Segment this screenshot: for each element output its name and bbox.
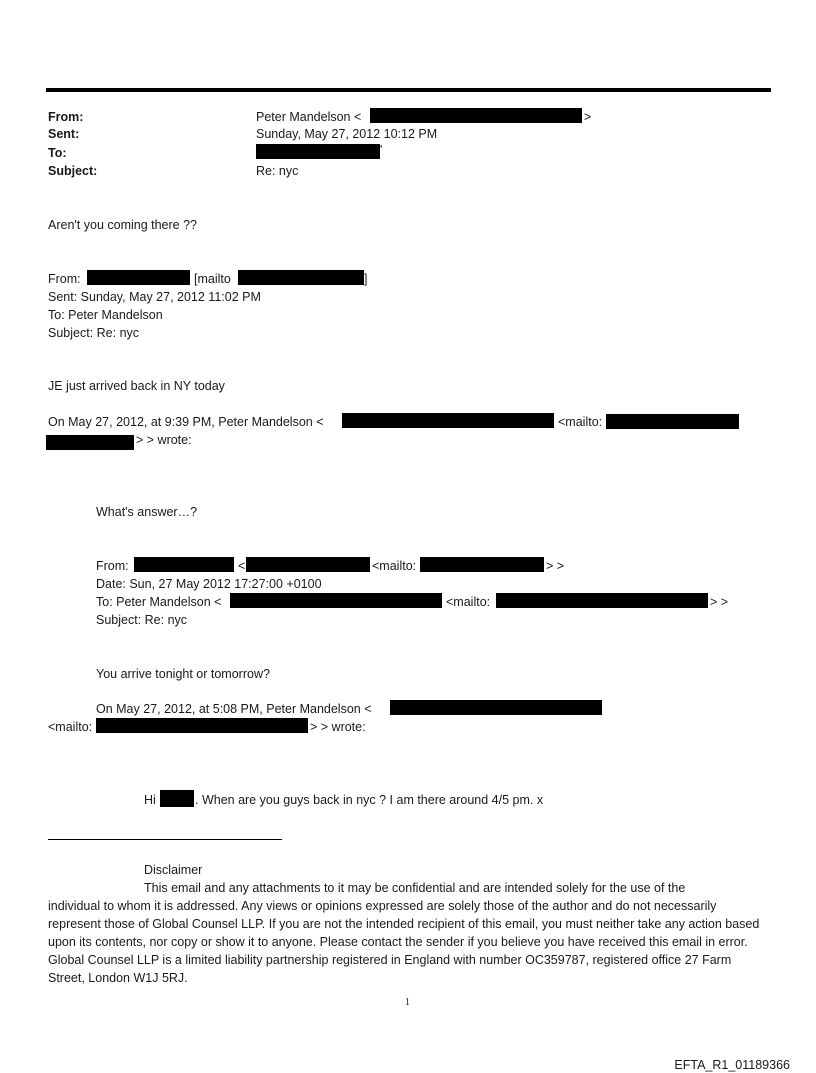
reply-attribution: On May 27, 2012, at 9:39 PM, Peter Mandelson < [48,415,324,429]
redaction [606,414,739,429]
quote-from-label: From: [48,272,81,286]
quote-subject: Subject: Re: nyc [96,613,188,627]
redaction [230,593,442,608]
sent-value: Sunday, May 27, 2012 10:12 PM [256,127,438,141]
disclaimer-body: individual to whom it is addressed. Any views or opinions expressed are solely those of the author and do not necessarily represent those of Global Counsel LLP. If you are not the intended recipient of this email, you must neither take any action based upon its contents, nor copy or show it to anyone. Please contact the sender if you believe you have received this email in error. Global Counsel LLP is a limited liability partnership registered in England with number OC359787, registered office 27 Farm Street, London W1J 5RJ. [48,899,760,985]
quote-date: Date: Sun, 27 May 2012 17:27:00 +0100 [96,577,322,591]
redaction [390,700,602,715]
body-line: JE just arrived back in NY today [48,379,225,393]
quote-to: To: Peter Mandelson [48,308,163,322]
quote-end: > > [546,559,565,573]
reply-wrote: > > wrote: [310,720,366,734]
disclaimer-title: Disclaimer [144,863,203,877]
redaction [87,270,190,285]
quote-mailto: <mailto: [372,559,417,573]
quote-mailto: [mailto [194,272,231,286]
from-label: From: [48,110,84,124]
redaction [134,557,234,572]
subject-value: Re: nyc [256,164,299,178]
signature-divider [48,839,282,840]
body-line: Aren't you coming there ?? [48,218,197,232]
body-line: What's answer…? [96,505,198,519]
quote-to-mailto: <mailto: [446,595,491,609]
quote-sent: Sent: Sunday, May 27, 2012 11:02 PM [48,290,261,304]
quote-to-end: > > [710,595,729,609]
reply-mailto: <mailto: [558,415,603,429]
to-end: ' [380,143,383,157]
to-label: To: [48,146,67,160]
header-rule [46,88,771,92]
redaction [46,435,134,450]
redaction [246,557,370,572]
quote-lt: < [238,559,246,573]
greeting: Hi [144,793,156,807]
page-number: 1 [405,997,410,1008]
redaction [370,108,582,123]
disclaimer-text [48,879,764,987]
from-end: > [584,110,592,124]
bates-number: EFTA_R1_01189366 [674,1058,790,1072]
redaction [160,790,194,807]
redaction [420,557,544,572]
sent-label: Sent: [48,127,80,141]
redaction [238,270,364,285]
body-line: You arrive tonight or tomorrow? [96,667,270,681]
reply-wrote: > > wrote: [136,433,192,447]
reply-mailto: <mailto: [48,720,93,734]
quote-subject: Subject: Re: nyc [48,326,140,340]
quote-to: To: Peter Mandelson < [96,595,222,609]
redaction [342,413,554,428]
subject-label: Subject: [48,164,98,178]
disclaimer-first-line: This email and any attachments to it may be confidential and are intended solely for the use of the [144,881,686,895]
reply-attribution: On May 27, 2012, at 5:08 PM, Peter Mandelson < [96,702,372,716]
quote-from-label: From: [96,559,129,573]
quote-mailto-end: ] [364,272,368,286]
greeting-text: . When are you guys back in nyc ? I am there around 4/5 pm. x [195,793,544,807]
from-value: Peter Mandelson < [256,110,362,124]
redaction [96,718,308,733]
redaction [256,143,383,159]
redaction [496,593,708,608]
